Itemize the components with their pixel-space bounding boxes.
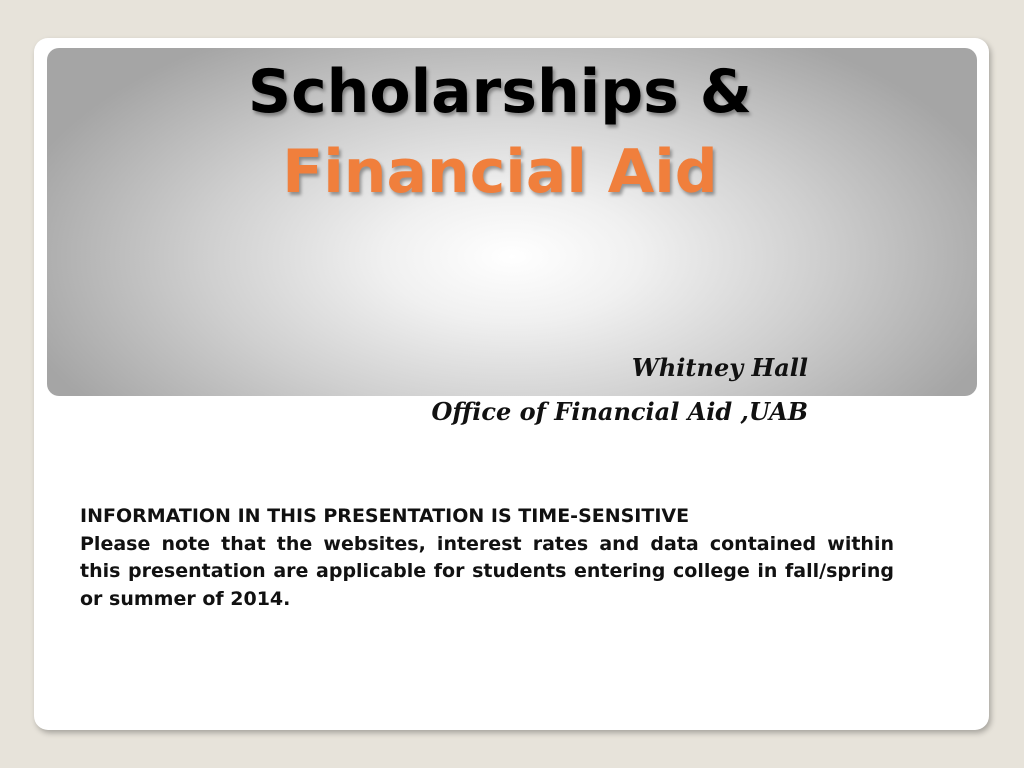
presenter-name: Whitney Hall xyxy=(631,353,808,382)
presenter-block xyxy=(432,346,809,434)
presenter-office: Office of Financial Aid ,UAB xyxy=(431,397,808,426)
title-line-1: Scholarships & xyxy=(247,57,753,127)
slide-title xyxy=(0,52,1000,212)
time-sensitive-notice xyxy=(80,503,894,613)
notice-heading: INFORMATION IN THIS PRESENTATION IS TIME-SENSITIVE xyxy=(80,505,690,527)
notice-body: Please note that the websites, interest rates and data contained within this presentation are applicable for students entering college in fall/spring or summer of 2014. xyxy=(80,532,894,610)
title-line-2: Financial Aid xyxy=(282,137,718,207)
